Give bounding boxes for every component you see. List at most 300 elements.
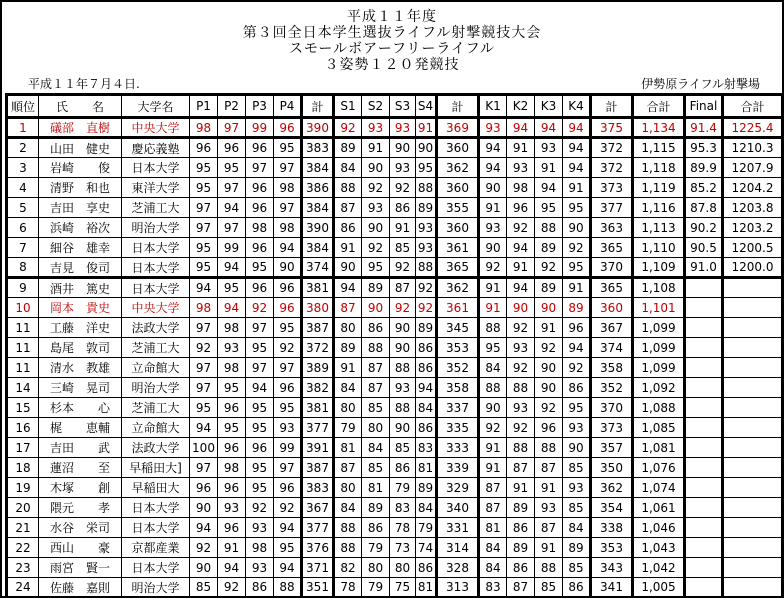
p-total-cell: 384 <box>302 238 334 258</box>
sum-cell: 1,092 <box>633 378 685 398</box>
p-total-cell: 390 <box>302 218 334 238</box>
s-total-cell: 355 <box>437 198 479 218</box>
s3-cell: 93 <box>390 378 416 398</box>
p1-cell: 92 <box>190 338 218 358</box>
s-total-cell: 335 <box>437 418 479 438</box>
sum-cell: 1,118 <box>633 158 685 178</box>
final-cell: 89.9 <box>685 158 723 178</box>
k1-cell: 84 <box>479 558 507 578</box>
p2-cell: 92 <box>218 578 246 598</box>
final-cell <box>685 438 723 458</box>
table-row <box>7 178 783 198</box>
s-total-cell: 328 <box>437 558 479 578</box>
rank-cell: 18 <box>7 458 39 478</box>
p-total-cell: 374 <box>302 258 334 278</box>
p3-cell: 92 <box>246 298 274 318</box>
s1-cell: 84 <box>334 158 362 178</box>
rank-cell: 5 <box>7 198 39 218</box>
s2-cell: 90 <box>362 218 390 238</box>
p4-cell: 95 <box>274 318 302 338</box>
s2-cell: 95 <box>362 258 390 278</box>
university-cell: 中央大学 <box>122 118 190 138</box>
name-cell: 木塚 創 <box>39 478 122 498</box>
k3-cell: 88 <box>535 218 563 238</box>
k4-cell: 90 <box>563 218 591 238</box>
p3-cell: 86 <box>246 578 274 598</box>
s3-cell: 91 <box>390 218 416 238</box>
k-total-cell: 372 <box>591 138 633 158</box>
s4-cell: 94 <box>416 378 437 398</box>
s-total-cell: 362 <box>437 158 479 178</box>
s4-cell: 92 <box>416 298 437 318</box>
s4-cell: 88 <box>416 178 437 198</box>
s1-cell: 87 <box>334 298 362 318</box>
name-cell: 清野 和也 <box>39 178 122 198</box>
s3-cell: 86 <box>390 198 416 218</box>
p2-cell: 94 <box>218 198 246 218</box>
rank-cell: 15 <box>7 398 39 418</box>
k1-cell: 94 <box>479 158 507 178</box>
table-row <box>7 478 783 498</box>
k2-cell: 92 <box>507 418 535 438</box>
grand-total-cell: 1200.5 <box>723 238 783 258</box>
s4-cell: 86 <box>416 338 437 358</box>
p1-cell: 97 <box>190 458 218 478</box>
k2-cell: 87 <box>507 578 535 598</box>
k-total-cell: 374 <box>591 338 633 358</box>
name-cell: 隈元 孝 <box>39 498 122 518</box>
rank-cell: 21 <box>7 518 39 538</box>
p1-cell: 96 <box>190 478 218 498</box>
k3-cell: 88 <box>535 438 563 458</box>
s4-cell: 88 <box>416 258 437 278</box>
s2-cell: 91 <box>362 138 390 158</box>
k2-cell: 86 <box>507 558 535 578</box>
k3-cell: 92 <box>535 338 563 358</box>
p1-cell: 95 <box>190 238 218 258</box>
p-total-cell: 367 <box>302 498 334 518</box>
k-total-cell: 354 <box>591 498 633 518</box>
sum-cell: 1,088 <box>633 398 685 418</box>
sum-cell: 1,108 <box>633 278 685 298</box>
p1-cell: 100 <box>190 438 218 458</box>
s1-cell: 82 <box>334 558 362 578</box>
rank-cell: 2 <box>7 138 39 158</box>
s-total-cell: 352 <box>437 358 479 378</box>
s2-cell: 88 <box>362 338 390 358</box>
table-row <box>7 258 783 278</box>
k2-cell: 92 <box>507 218 535 238</box>
sum-cell: 1,043 <box>633 538 685 558</box>
s2-cell: 86 <box>362 318 390 338</box>
k2-cell: 93 <box>507 338 535 358</box>
p2-cell: 98 <box>218 318 246 338</box>
p1-cell: 94 <box>190 518 218 538</box>
table-row <box>7 538 783 558</box>
s3-cell: 87 <box>390 278 416 298</box>
p3-cell: 98 <box>246 538 274 558</box>
final-cell <box>685 418 723 438</box>
k-total-cell: 350 <box>591 458 633 478</box>
s-total-cell: 365 <box>437 258 479 278</box>
sum-cell: 1,099 <box>633 318 685 338</box>
s3-cell: 80 <box>390 558 416 578</box>
k1-cell: 81 <box>479 518 507 538</box>
s1-cell: 86 <box>334 218 362 238</box>
k1-cell: 91 <box>479 458 507 478</box>
p2-cell: 98 <box>218 358 246 378</box>
s-total-cell: 314 <box>437 538 479 558</box>
k-total-cell: 362 <box>591 478 633 498</box>
final-cell <box>685 538 723 558</box>
s4-cell: 89 <box>416 318 437 338</box>
results-table <box>5 93 784 598</box>
p3-cell: 97 <box>246 318 274 338</box>
rank-cell: 19 <box>7 478 39 498</box>
table-row <box>7 138 783 158</box>
table-row <box>7 398 783 418</box>
name-cell: 吉田 武 <box>39 438 122 458</box>
name-cell: 杉本 心 <box>39 398 122 418</box>
k3-cell: 93 <box>535 498 563 518</box>
sum-cell: 1,116 <box>633 198 685 218</box>
k4-cell: 91 <box>563 178 591 198</box>
s4-cell: 89 <box>416 478 437 498</box>
event-date: 平成１１年７月４日. <box>28 77 140 91</box>
s3-cell: 92 <box>390 258 416 278</box>
final-cell <box>685 478 723 498</box>
p-total-cell: 377 <box>302 518 334 538</box>
p1-cell: 97 <box>190 198 218 218</box>
k-total-cell: 375 <box>591 118 633 138</box>
p1-cell: 96 <box>190 138 218 158</box>
title-rifle-class: スモールボアーフリーライフル <box>288 41 496 57</box>
name-cell: 岡本 貴史 <box>39 298 122 318</box>
k1-cell: 90 <box>479 178 507 198</box>
p-total-cell: 390 <box>302 118 334 138</box>
table-row <box>7 298 783 318</box>
k1-cell: 84 <box>479 538 507 558</box>
rank-cell: 9 <box>7 278 39 298</box>
s2-cell: 90 <box>362 298 390 318</box>
k1-cell: 91 <box>479 278 507 298</box>
title-fiscal-year: 平成１１年度 <box>347 9 437 25</box>
p2-cell: 93 <box>218 338 246 358</box>
s-total-cell: 329 <box>437 478 479 498</box>
s4-cell: 93 <box>416 238 437 258</box>
rank-cell: 4 <box>7 178 39 198</box>
final-cell: 95.3 <box>685 138 723 158</box>
p2-cell: 96 <box>218 438 246 458</box>
k2-cell: 90 <box>507 298 535 318</box>
k3-cell: 89 <box>535 238 563 258</box>
final-cell: 91.4 <box>685 118 723 138</box>
university-cell: 早稲田大 <box>122 478 190 498</box>
sum-cell: 1,110 <box>633 238 685 258</box>
university-cell: 日本大学 <box>122 558 190 578</box>
p1-cell: 90 <box>190 558 218 578</box>
rank-cell: 24 <box>7 578 39 598</box>
s3-cell: 93 <box>390 158 416 178</box>
rank-cell: 3 <box>7 158 39 178</box>
k3-cell: 91 <box>535 538 563 558</box>
university-cell: 明治大学 <box>122 378 190 398</box>
table-row <box>7 518 783 538</box>
rank-cell: 16 <box>7 418 39 438</box>
university-cell: 中央大学 <box>122 298 190 318</box>
final-cell <box>685 338 723 358</box>
s4-cell: 86 <box>416 558 437 578</box>
s4-cell: 74 <box>416 538 437 558</box>
p1-cell: 95 <box>190 398 218 418</box>
k4-cell: 94 <box>563 158 591 178</box>
s2-cell: 79 <box>362 538 390 558</box>
grand-total-cell <box>723 358 783 378</box>
k3-cell: 93 <box>535 138 563 158</box>
k1-cell: 91 <box>479 198 507 218</box>
k4-cell: 96 <box>563 318 591 338</box>
p3-cell: 96 <box>246 138 274 158</box>
s1-cell: 88 <box>334 538 362 558</box>
k1-cell: 93 <box>479 218 507 238</box>
grand-total-cell: 1225.4 <box>723 118 783 138</box>
grand-total-cell: 1203.2 <box>723 218 783 238</box>
p2-cell: 97 <box>218 118 246 138</box>
k1-cell: 91 <box>479 298 507 318</box>
s-total-cell: 353 <box>437 338 479 358</box>
s2-cell: 93 <box>362 118 390 138</box>
s-total-cell: 362 <box>437 278 479 298</box>
rank-cell: 17 <box>7 438 39 458</box>
s4-cell: 84 <box>416 498 437 518</box>
s3-cell: 92 <box>390 298 416 318</box>
s2-cell: 87 <box>362 378 390 398</box>
table-row <box>7 378 783 398</box>
name-cell: 島尾 敦司 <box>39 338 122 358</box>
final-cell <box>685 558 723 578</box>
p-total-cell: 382 <box>302 378 334 398</box>
table-row <box>7 198 783 218</box>
p1-cell: 85 <box>190 578 218 598</box>
k1-cell: 93 <box>479 118 507 138</box>
k4-cell: 94 <box>563 118 591 138</box>
sum-cell: 1,134 <box>633 118 685 138</box>
s1-cell: 84 <box>334 378 362 398</box>
name-cell: 吉見 俊司 <box>39 258 122 278</box>
university-cell: 立命館大 <box>122 358 190 378</box>
s2-cell: 87 <box>362 358 390 378</box>
p4-cell: 97 <box>274 198 302 218</box>
k1-cell: 92 <box>479 418 507 438</box>
final-cell: 90.2 <box>685 218 723 238</box>
k2-cell: 87 <box>507 458 535 478</box>
k-total-cell: 353 <box>591 538 633 558</box>
k3-cell: 88 <box>535 558 563 578</box>
p1-cell: 97 <box>190 358 218 378</box>
table-row <box>7 318 783 338</box>
s3-cell: 79 <box>390 478 416 498</box>
k4-cell: 86 <box>563 578 591 598</box>
k3-cell: 96 <box>535 418 563 438</box>
k2-cell: 89 <box>507 498 535 518</box>
k1-cell: 94 <box>479 138 507 158</box>
p1-cell: 94 <box>190 278 218 298</box>
k2-cell: 86 <box>507 518 535 538</box>
grand-total-cell <box>723 558 783 578</box>
p4-cell: 96 <box>274 378 302 398</box>
k3-cell: 90 <box>535 358 563 378</box>
k3-cell: 91 <box>535 318 563 338</box>
p4-cell: 95 <box>274 398 302 418</box>
s4-cell: 90 <box>416 138 437 158</box>
k1-cell: 83 <box>479 578 507 598</box>
s2-cell: 81 <box>362 478 390 498</box>
p4-cell: 98 <box>274 218 302 238</box>
s4-cell: 83 <box>416 438 437 458</box>
p4-cell: 97 <box>274 458 302 478</box>
grand-total-cell: 1207.9 <box>723 158 783 178</box>
name-cell: 蓮沼 至 <box>39 458 122 478</box>
s1-cell: 79 <box>334 418 362 438</box>
column-header-k4: K4 <box>563 95 591 118</box>
s-total-cell: 360 <box>437 218 479 238</box>
p1-cell: 97 <box>190 318 218 338</box>
p3-cell: 96 <box>246 178 274 198</box>
p4-cell: 93 <box>274 418 302 438</box>
k-total-cell: 373 <box>591 178 633 198</box>
name-cell: 工藤 洋史 <box>39 318 122 338</box>
s1-cell: 81 <box>334 438 362 458</box>
s-total-cell: 360 <box>437 138 479 158</box>
p4-cell: 90 <box>274 258 302 278</box>
s1-cell: 78 <box>334 578 362 598</box>
final-cell <box>685 298 723 318</box>
title-match-type: ３姿勢１２０発競技 <box>324 57 460 73</box>
rank-cell: 23 <box>7 558 39 578</box>
table-row <box>7 578 783 598</box>
name-cell: 梶 恵輔 <box>39 418 122 438</box>
column-header-k-total: 計 <box>591 95 633 118</box>
k4-cell: 94 <box>563 138 591 158</box>
column-header-s1: S1 <box>334 95 362 118</box>
grand-total-cell: 1210.3 <box>723 138 783 158</box>
p3-cell: 96 <box>246 278 274 298</box>
s1-cell: 88 <box>334 518 362 538</box>
p4-cell: 94 <box>274 558 302 578</box>
k2-cell: 92 <box>507 358 535 378</box>
table-row <box>7 418 783 438</box>
k1-cell: 90 <box>479 238 507 258</box>
column-header-p-total: 計 <box>302 95 334 118</box>
s1-cell: 87 <box>334 458 362 478</box>
k1-cell: 88 <box>479 318 507 338</box>
k3-cell: 85 <box>535 578 563 598</box>
p1-cell: 98 <box>190 118 218 138</box>
header-row <box>7 95 783 118</box>
k3-cell: 87 <box>535 458 563 478</box>
p4-cell: 99 <box>274 438 302 458</box>
s3-cell: 90 <box>390 338 416 358</box>
rank-cell: 11 <box>7 358 39 378</box>
final-cell <box>685 358 723 378</box>
p1-cell: 95 <box>190 178 218 198</box>
column-header-k1: K1 <box>479 95 507 118</box>
k-total-cell: 363 <box>591 218 633 238</box>
sum-cell: 1,074 <box>633 478 685 498</box>
p3-cell: 94 <box>246 378 274 398</box>
k-total-cell: 358 <box>591 358 633 378</box>
university-cell: 京都産業 <box>122 538 190 558</box>
s2-cell: 85 <box>362 458 390 478</box>
p-total-cell: 389 <box>302 358 334 378</box>
p3-cell: 95 <box>246 258 274 278</box>
p2-cell: 91 <box>218 538 246 558</box>
name-cell: 吉田 享史 <box>39 198 122 218</box>
grand-total-cell <box>723 438 783 458</box>
p2-cell: 94 <box>218 298 246 318</box>
p3-cell: 96 <box>246 198 274 218</box>
k3-cell: 94 <box>535 118 563 138</box>
k1-cell: 91 <box>479 438 507 458</box>
p2-cell: 95 <box>218 158 246 178</box>
k4-cell: 85 <box>563 498 591 518</box>
k2-cell: 94 <box>507 278 535 298</box>
p4-cell: 92 <box>274 498 302 518</box>
column-header-sum: 合計 <box>633 95 685 118</box>
k4-cell: 93 <box>563 418 591 438</box>
p3-cell: 96 <box>246 438 274 458</box>
grand-total-cell <box>723 378 783 398</box>
university-cell: 立命館大 <box>122 418 190 438</box>
s2-cell: 92 <box>362 238 390 258</box>
p3-cell: 96 <box>246 238 274 258</box>
s1-cell: 88 <box>334 178 362 198</box>
p2-cell: 94 <box>218 258 246 278</box>
k3-cell: 94 <box>535 178 563 198</box>
k4-cell: 90 <box>563 438 591 458</box>
table-row <box>7 278 783 298</box>
p-total-cell: 351 <box>302 578 334 598</box>
k-total-cell: 370 <box>591 258 633 278</box>
k2-cell: 93 <box>507 398 535 418</box>
grand-total-cell <box>723 278 783 298</box>
sum-cell: 1,119 <box>633 178 685 198</box>
s-total-cell: 369 <box>437 118 479 138</box>
rank-cell: 6 <box>7 218 39 238</box>
column-header-s4: S4 <box>416 95 437 118</box>
university-cell: 明治大学 <box>122 218 190 238</box>
k1-cell: 84 <box>479 358 507 378</box>
k4-cell: 84 <box>563 518 591 538</box>
university-cell: 芝浦工大 <box>122 198 190 218</box>
rank-cell: 7 <box>7 238 39 258</box>
k4-cell: 86 <box>563 378 591 398</box>
p3-cell: 92 <box>246 498 274 518</box>
title-block <box>2 2 782 73</box>
sum-cell: 1,046 <box>633 518 685 538</box>
rank-cell: 11 <box>7 338 39 358</box>
column-header-grand-total: 合計 <box>723 95 783 118</box>
p2-cell: 93 <box>218 498 246 518</box>
sum-cell: 1,042 <box>633 558 685 578</box>
university-cell: 日本大学 <box>122 258 190 278</box>
column-header-k3: K3 <box>535 95 563 118</box>
s4-cell: 95 <box>416 158 437 178</box>
p4-cell: 96 <box>274 118 302 138</box>
k2-cell: 91 <box>507 478 535 498</box>
p3-cell: 99 <box>246 118 274 138</box>
p4-cell: 98 <box>274 178 302 198</box>
